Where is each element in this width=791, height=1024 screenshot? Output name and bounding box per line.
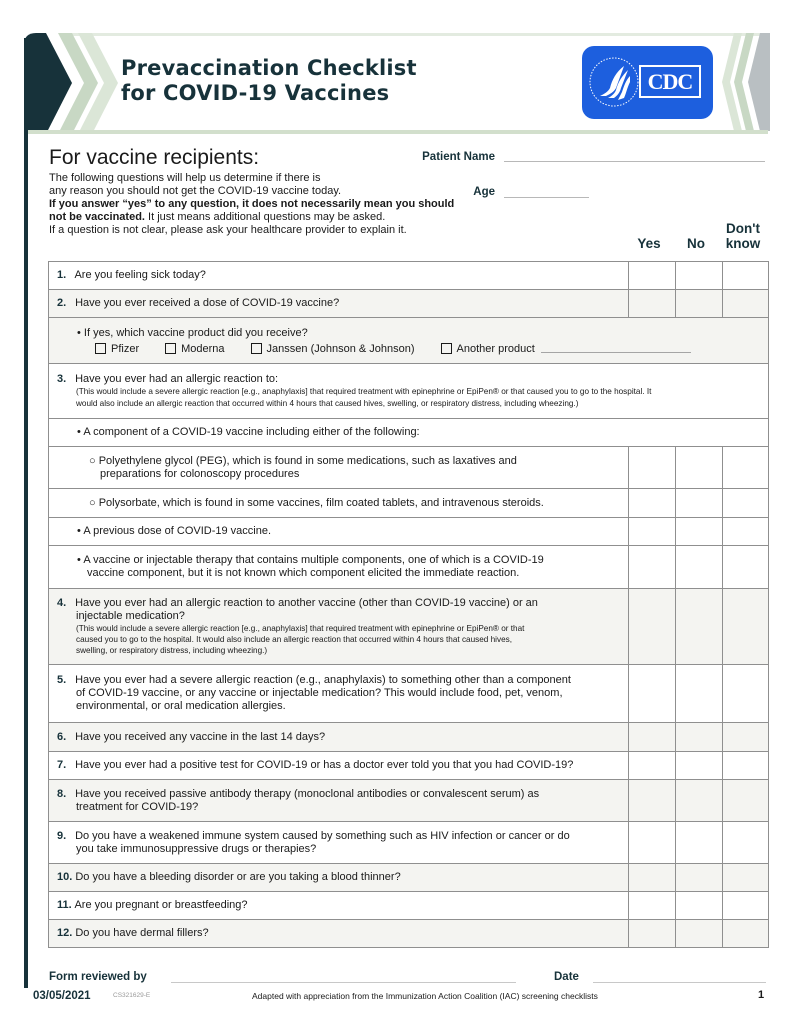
question-number: 9. bbox=[57, 829, 67, 842]
sub-question-text: vaccine component, but it is not known which component elicited the immediate reaction. bbox=[87, 567, 520, 579]
sub-question-text: Polyethylene glycol (PEG), which is found in some medications, such as laxatives and bbox=[98, 454, 517, 467]
table-row-q1 bbox=[49, 262, 768, 290]
table-row-q3-component bbox=[49, 419, 768, 447]
question-number: 6. bbox=[57, 730, 67, 743]
question-text: injectable medication? bbox=[76, 610, 185, 622]
question-cell bbox=[49, 665, 628, 722]
cdc-logo bbox=[582, 46, 713, 119]
date-label: Date bbox=[554, 971, 579, 983]
table-row-q2-products bbox=[49, 318, 768, 364]
answer-yes-cell[interactable] bbox=[628, 864, 675, 891]
question-cell bbox=[49, 892, 628, 919]
question-text: Have you ever had an allergic reaction to: bbox=[75, 372, 279, 385]
question-cell bbox=[49, 920, 628, 947]
credit-line: Adapted with appreciation from the Immunization Action Coalition (IAC) screening checklists bbox=[252, 991, 598, 1001]
question-text: Are you feeling sick today? bbox=[74, 269, 206, 281]
table-row-q11 bbox=[49, 892, 768, 920]
question-number: 1. bbox=[57, 269, 67, 281]
answer-yes-cell[interactable] bbox=[628, 489, 675, 517]
answer-yes-cell[interactable] bbox=[628, 447, 675, 488]
answer-yes-cell[interactable] bbox=[628, 723, 675, 751]
answer-yes-cell[interactable] bbox=[628, 822, 675, 863]
answer-dont-know-cell[interactable] bbox=[722, 447, 768, 488]
question-text: Do you have a weakened immune system caused by something such as HIV infection or cancer or do bbox=[75, 829, 570, 842]
answer-dont-know-cell[interactable] bbox=[722, 864, 768, 891]
question-text: Have you received any vaccine in the last 14 days? bbox=[75, 730, 326, 743]
answer-dont-know-cell[interactable] bbox=[722, 489, 768, 517]
table-row-q3-peg bbox=[49, 447, 768, 489]
document-code: CS321629-E bbox=[113, 992, 151, 999]
option-label: Moderna bbox=[181, 342, 225, 355]
table-row-q4 bbox=[49, 589, 768, 665]
page-title bbox=[121, 56, 417, 106]
answer-no-cell[interactable] bbox=[675, 752, 722, 779]
intro-rest-text: It just means additional questions may be asked. bbox=[144, 211, 386, 223]
column-header-no: No bbox=[687, 236, 705, 251]
form-reviewed-by-field[interactable] bbox=[171, 982, 516, 983]
answer-no-cell[interactable] bbox=[675, 589, 722, 664]
sub-question-text: preparations for colonoscopy procedures bbox=[100, 467, 300, 480]
question-text: Are you pregnant or breastfeeding? bbox=[74, 899, 248, 911]
answer-no-cell[interactable] bbox=[675, 447, 722, 488]
title-line-1: Prevaccination Checklist bbox=[121, 56, 417, 80]
question-number: 12. bbox=[57, 927, 73, 939]
question-cell bbox=[49, 822, 628, 863]
patient-name-label: Patient Name bbox=[422, 151, 495, 163]
answer-yes-cell[interactable] bbox=[628, 752, 675, 779]
hhs-eagle-icon bbox=[588, 52, 640, 112]
answer-no-cell[interactable] bbox=[675, 864, 722, 891]
sub-question: • If yes, which vaccine product did you receive? bbox=[77, 326, 308, 339]
question-number: 7. bbox=[57, 759, 67, 771]
table-row-q2 bbox=[49, 290, 768, 318]
question-cell bbox=[49, 318, 768, 363]
question-number: 10. bbox=[57, 871, 73, 883]
another-product-field[interactable] bbox=[541, 352, 691, 353]
question-text: environmental, or oral medication allergies. bbox=[76, 700, 286, 712]
header-chevron-right-icon bbox=[722, 33, 770, 131]
intro-line: The following questions will help us determine if there is bbox=[49, 172, 321, 184]
question-cell bbox=[49, 290, 628, 317]
table-row-q3-polysorbate bbox=[49, 489, 768, 518]
question-cell bbox=[49, 864, 628, 891]
answer-no-cell[interactable] bbox=[675, 489, 722, 517]
age-field[interactable] bbox=[504, 197, 589, 198]
answer-dont-know-cell[interactable] bbox=[722, 518, 768, 545]
answer-yes-cell[interactable] bbox=[628, 665, 675, 722]
answer-yes-cell[interactable] bbox=[628, 290, 675, 317]
answer-dont-know-cell[interactable] bbox=[722, 822, 768, 863]
answer-dont-know-cell[interactable] bbox=[722, 723, 768, 751]
answer-dont-know-cell[interactable] bbox=[722, 589, 768, 664]
question-cell bbox=[49, 262, 628, 289]
revision-date: 03/05/2021 bbox=[33, 990, 91, 1002]
question-cell: • A component of a COVID-19 vaccine including either of the following: bbox=[77, 426, 420, 438]
question-text: Have you received passive antibody therapy (monoclonal antibodies or convalescent serum) as bbox=[75, 787, 540, 800]
column-header-yes: Yes bbox=[637, 236, 661, 251]
column-header-dont-know bbox=[720, 221, 766, 251]
question-cell: • A previous dose of COVID-19 vaccine. bbox=[77, 525, 272, 537]
answer-no-cell[interactable] bbox=[675, 723, 722, 751]
table-row-q10 bbox=[49, 864, 768, 892]
question-cell: ○ Polysorbate, which is found in some vaccines, film coated tablets, and intravenous steroids. bbox=[89, 496, 544, 509]
questions-table bbox=[48, 261, 769, 948]
question-number: 2. bbox=[57, 297, 67, 309]
answer-yes-cell[interactable] bbox=[628, 518, 675, 545]
answer-yes-cell[interactable] bbox=[628, 589, 675, 664]
answer-dont-know-cell[interactable] bbox=[722, 752, 768, 779]
answer-no-cell[interactable] bbox=[675, 665, 722, 722]
table-row-q3-previous-dose bbox=[49, 518, 768, 546]
page-number: 1 bbox=[758, 989, 765, 1001]
answer-yes-cell[interactable] bbox=[628, 892, 675, 919]
answer-dont-know-cell[interactable] bbox=[722, 262, 768, 289]
question-text: Have you ever had an allergic reaction to another vaccine (other than COVID-19 vaccine) or an bbox=[75, 597, 538, 609]
question-cell bbox=[49, 589, 628, 664]
answer-dont-know-cell[interactable] bbox=[722, 290, 768, 317]
answer-no-cell[interactable] bbox=[675, 780, 722, 821]
question-number: 4. bbox=[57, 597, 67, 609]
question-text: Have you ever received a dose of COVID-19 vaccine? bbox=[75, 297, 340, 309]
intro-line: any reason you should not get the COVID-19 vaccine today. bbox=[49, 185, 342, 197]
question-note: would also include an allergic reaction that occurred within 4 hours that caused hives, swelling, or respiratory distress, including wheezing.) bbox=[76, 398, 579, 408]
answer-dont-know-cell[interactable] bbox=[722, 546, 768, 588]
answer-yes-cell[interactable] bbox=[628, 546, 675, 588]
title-line-2: for COVID-19 Vaccines bbox=[121, 81, 390, 105]
answer-dont-know-cell[interactable] bbox=[722, 892, 768, 919]
table-row-q3 bbox=[49, 364, 768, 419]
checkbox-janssen[interactable] bbox=[251, 343, 262, 354]
option-janssen[interactable] bbox=[251, 343, 415, 355]
answer-no-cell[interactable] bbox=[675, 822, 722, 863]
answer-yes-cell[interactable] bbox=[628, 780, 675, 821]
question-note: swelling, or respiratory distress, including wheezing.) bbox=[76, 646, 268, 655]
sub-question-text: A previous dose of COVID-19 vaccine. bbox=[83, 525, 272, 537]
table-row-q6 bbox=[49, 723, 768, 752]
question-note: caused you to go to the hospital. It would also include an allergic reaction that occurred within 4 hours that caused hives, bbox=[76, 635, 513, 644]
answer-no-cell[interactable] bbox=[675, 546, 722, 588]
option-pfizer[interactable] bbox=[95, 343, 139, 355]
sub-question-text: A component of a COVID-19 vaccine including either of the following: bbox=[83, 426, 420, 438]
column-header-dont-know-line1: Don't bbox=[726, 221, 760, 236]
question-cell bbox=[49, 723, 628, 751]
table-row-q3-multi-component bbox=[49, 546, 768, 589]
option-label: Another product bbox=[456, 342, 535, 355]
date-field[interactable] bbox=[593, 982, 766, 983]
table-row-q9 bbox=[49, 822, 768, 864]
question-note: (This would include a severe allergic reaction [e.g., anaphylaxis] that required treatment with epinephrine or EpiPen® or that caused you to go to the hospital. It bbox=[76, 386, 652, 396]
answer-dont-know-cell[interactable] bbox=[722, 780, 768, 821]
question-text: treatment for COVID-19? bbox=[76, 800, 199, 813]
sub-question-text: If yes, which vaccine product did you receive? bbox=[83, 326, 308, 339]
answer-yes-cell[interactable] bbox=[628, 920, 675, 947]
answer-no-cell[interactable] bbox=[675, 290, 722, 317]
patient-name-field[interactable] bbox=[504, 161, 765, 162]
question-number: 3. bbox=[57, 372, 67, 385]
answer-no-cell[interactable] bbox=[675, 892, 722, 919]
vaccine-product-options bbox=[57, 343, 760, 355]
answer-no-cell[interactable] bbox=[675, 920, 722, 947]
checkbox-another-product[interactable] bbox=[441, 343, 452, 354]
question-text: Do you have a bleeding disorder or are you taking a blood thinner? bbox=[75, 871, 401, 883]
header-bottom-border bbox=[28, 130, 768, 134]
sub-question-text: A vaccine or injectable therapy that contains multiple components, one of which is a COVID-19 bbox=[83, 554, 544, 566]
question-cell bbox=[49, 780, 628, 821]
answer-dont-know-cell[interactable] bbox=[722, 920, 768, 947]
cdc-wordmark: CDC bbox=[639, 65, 701, 98]
question-text: Have you ever had a severe allergic reaction (e.g., anaphylaxis) to something other than a component bbox=[75, 674, 571, 686]
question-cell bbox=[49, 752, 628, 779]
question-number: 5. bbox=[57, 674, 67, 686]
option-label: Pfizer bbox=[111, 342, 140, 355]
question-text: you take immunosuppressive drugs or therapies? bbox=[76, 842, 317, 855]
table-row-q8 bbox=[49, 780, 768, 822]
form-reviewed-by-label: Form reviewed by bbox=[49, 971, 147, 983]
question-text: of COVID-19 vaccine, or any vaccine or injectable medication? This would include food, pet, venom, bbox=[76, 687, 563, 699]
table-row-q5 bbox=[49, 665, 768, 723]
option-moderna[interactable] bbox=[165, 343, 224, 355]
intro-text bbox=[49, 172, 469, 237]
question-cell: • A vaccine or injectable therapy that contains multiple components, one of which is a COVID-19 vaccine component, but it is not known which component elicited the immediate reaction. bbox=[49, 546, 628, 588]
question-text: Do you have dermal fillers? bbox=[75, 927, 209, 939]
question-text: Have you ever had a positive test for COVID-19 or has a doctor ever told you that you had COVID-19? bbox=[75, 759, 574, 771]
option-label: Janssen (Johnson & Johnson) bbox=[266, 342, 415, 355]
answer-no-cell[interactable] bbox=[675, 518, 722, 545]
table-row-q7 bbox=[49, 752, 768, 780]
header-top-border bbox=[60, 33, 768, 36]
answer-no-cell[interactable] bbox=[675, 262, 722, 289]
answer-dont-know-cell[interactable] bbox=[722, 665, 768, 722]
answer-yes-cell[interactable] bbox=[628, 262, 675, 289]
question-cell bbox=[49, 364, 768, 418]
intro-line: If a question is not clear, please ask your healthcare provider to explain it. bbox=[49, 224, 407, 236]
intro-heading: For vaccine recipients: bbox=[49, 146, 260, 169]
checkbox-pfizer[interactable] bbox=[95, 343, 106, 354]
question-cell: ○ Polyethylene glycol (PEG), which is found in some medications, such as laxatives and preparations for colonoscopy procedures bbox=[49, 447, 628, 488]
option-another-product[interactable] bbox=[441, 343, 535, 355]
table-row-q12 bbox=[49, 920, 768, 948]
column-header-dont-know-line2: know bbox=[725, 236, 761, 251]
question-note: (This would include a severe allergic reaction [e.g., anaphylaxis] that required treatment with epinephrine or EpiPen® or that bbox=[76, 624, 525, 633]
left-accent-rule bbox=[24, 38, 28, 988]
question-number: 8. bbox=[57, 787, 67, 800]
question-number: 11. bbox=[57, 899, 72, 911]
checkbox-moderna[interactable] bbox=[165, 343, 176, 354]
intro-bold-text: If you answer “yes” to any question, it does not necessarily mean you should not be vaccinated. bbox=[49, 198, 455, 223]
header-chevron-left-icon bbox=[50, 33, 130, 134]
age-label: Age bbox=[473, 186, 495, 198]
intro-emphasis bbox=[49, 198, 469, 224]
sub-question-text: Polysorbate, which is found in some vaccines, film coated tablets, and intravenous steroids. bbox=[98, 496, 544, 509]
